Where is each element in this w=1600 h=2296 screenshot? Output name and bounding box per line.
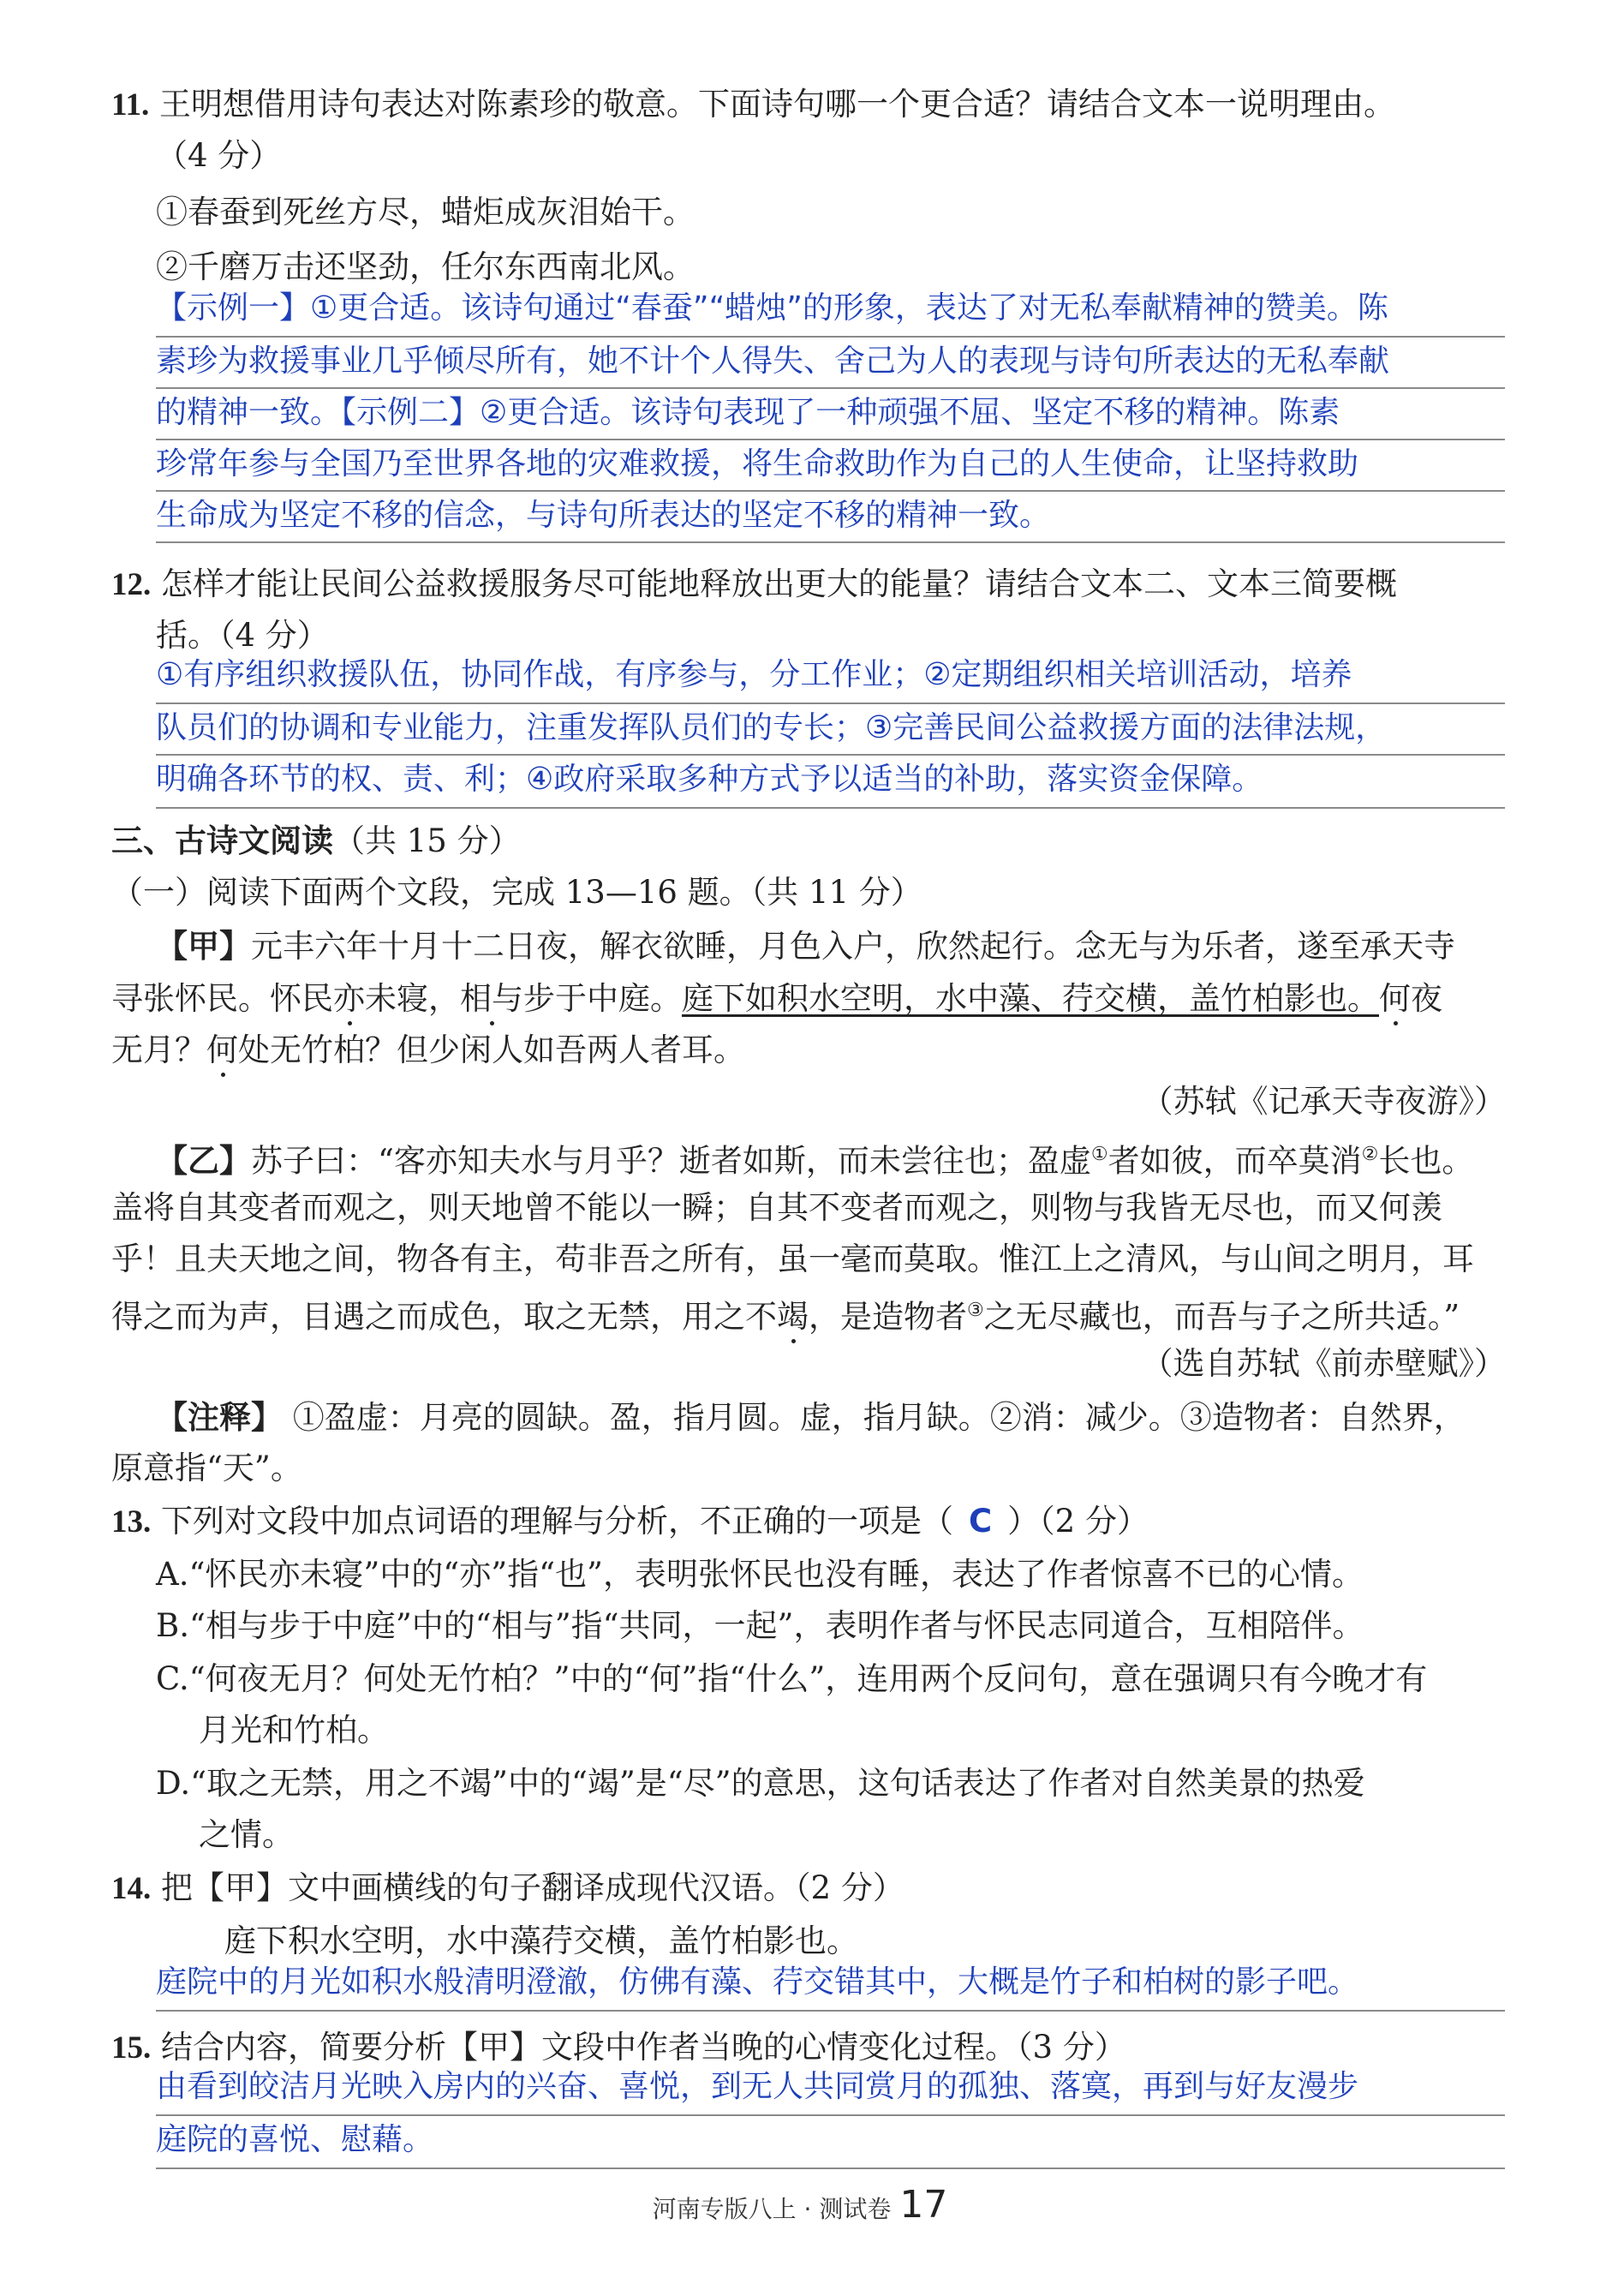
q12-number: 12. (111, 567, 152, 602)
notes-label: 【注释】 (156, 1398, 283, 1436)
page-number: 17 (899, 2183, 948, 2227)
jia-text: 夜 (1411, 980, 1442, 1017)
yi-line-4 (111, 1292, 1460, 1336)
answer-rule (156, 2010, 1505, 2012)
q13-number: 13. (111, 1504, 152, 1540)
q14-stem (111, 1869, 904, 1908)
answer-rule (156, 807, 1505, 809)
q11-answer-line: 素珍为救援事业几乎倾尽所有，她不计个人得失、舍己为人的表现与诗句所表达的无私奉献 (156, 344, 1390, 379)
section-3-heading (111, 822, 521, 860)
yi-line-1 (156, 1136, 1473, 1180)
footnote-marker: ① (1090, 1144, 1108, 1165)
answer-rule (156, 490, 1505, 492)
q12-stem (111, 565, 1397, 604)
footnote-marker: ② (1361, 1144, 1379, 1165)
q13-stem (111, 1503, 1149, 1541)
jia-text: 寻张怀民。怀民 (111, 980, 333, 1017)
yi-text: 苏子曰：“客亦知夫水与月乎？逝者如斯，而未尝往也；盈虚 (251, 1142, 1091, 1180)
q12-answer-line: ①有序组织救援队伍，协同作战，有序参与，分工作业；②定期组织相关培训活动，培养 (156, 657, 1352, 692)
page-footer (0, 2183, 1600, 2227)
q12-answer-line: 队员们的协调和专业能力，注重发挥队员们的专长；③完善民间公益救援方面的法律法规， (156, 710, 1387, 745)
section-3-subheading: （一）阅读下面两个文段，完成 13—16 题。（共 11 分） (111, 874, 922, 911)
q15-answer-line: 由看到皎洁月光映入房内的兴奋、喜悦，到无人共同赏月的孤独、落寞，再到与好友漫步 (156, 2069, 1359, 2104)
answer-rule (156, 541, 1505, 543)
yi-text: 之无尽藏也，而吾与子之所共适。” (983, 1298, 1460, 1336)
q11-option-2: ②千磨万击还坚劲，任尔东西南北风。 (156, 248, 695, 285)
answer-rule (156, 2167, 1505, 2169)
yi-text: 者如彼，而卒莫消 (1107, 1142, 1362, 1180)
q13-stem-end: ）（2 分） (1007, 1503, 1149, 1540)
answer-rule (156, 336, 1505, 338)
q15-number: 15. (111, 2030, 152, 2066)
q11-answer-line: 珍常年参与全国乃至世界各地的灾难救援，将生命救助作为自己的人生使命，让坚持救助 (156, 446, 1359, 481)
q13-option-c: C.“何夜无月？何处无竹柏？”中的“何”指“什么”，连用两个反问句，意在强调只有今晚才有 (156, 1660, 1428, 1697)
q13-option-d: D.“取之无禁，用之不竭”中的“竭”是“尽”的意思，这句话表达了作者对自然美景的热爱 (156, 1765, 1365, 1802)
q11-answer-line: 【示例一】①更合适。该诗句通过“春蚕”“蜡烛”的形象，表达了对无私奉献精神的赞美。陈 (156, 290, 1388, 326)
answer-rule (156, 2114, 1505, 2116)
dotted-word: 何 (1379, 980, 1411, 1017)
yi-text: 长也。 (1378, 1142, 1474, 1180)
q15-answer-line: 庭院的喜悦、慰藉。 (156, 2122, 434, 2157)
answer-rule (156, 387, 1505, 389)
q13-answer: C (969, 1503, 993, 1540)
jia-text: 处无竹柏？但少闲人如吾两人者耳。 (238, 1031, 745, 1068)
q13-option-c-cont: 月光和竹柏。 (199, 1712, 389, 1749)
notes-line-2: 原意指“天”。 (111, 1450, 302, 1486)
footnote-marker: ③ (967, 1300, 984, 1321)
q14-answer: 庭院中的月光如积水般清明澄澈，仿佛有藻、荇交错其中，大概是竹子和柏树的影子吧。 (156, 1964, 1359, 2000)
q14-stem-text: 把【甲】文中画横线的句子翻译成现代汉语。（2 分） (161, 1869, 904, 1906)
q14-sentence: 庭下积水空明，水中藻荇交横，盖竹柏影也。 (224, 1922, 858, 1959)
notes-text: ①盈虚：月亮的圆缺。盈，指月圆。虚，指月缺。②消：减少。③造物者：自然界， (292, 1399, 1466, 1436)
dotted-word: 亦 (333, 980, 365, 1017)
dotted-word: 何 (206, 1031, 238, 1068)
q11-answer-line: 的精神一致。【示例二】②更合适。该诗句表现了一种顽强不屈、坚定不移的精神。陈素 (156, 395, 1340, 430)
jia-source: （苏轼《记承天寺夜游》） (1141, 1083, 1506, 1120)
dotted-word: 竭 (777, 1298, 809, 1336)
answer-rule (156, 754, 1505, 756)
yi-label: 【乙】 (156, 1141, 251, 1180)
q11-stem (111, 86, 1395, 124)
answer-rule (156, 703, 1505, 704)
q11-answer-line: 生命成为坚定不移的信念，与诗句所表达的坚定不移的精神一致。 (156, 498, 1051, 533)
yi-line-3: 乎！且夫天地之间，物各有主，苟非吾之所有，虽一毫而莫取。惟江上之清风，与山间之明月，耳 (111, 1241, 1474, 1277)
q13-option-b: B.“相与步于中庭”中的“相与”指“共同，一起”，表明作者与怀民志同道合，互相陪伴。 (156, 1607, 1364, 1644)
dotted-word: 相与 (460, 980, 523, 1017)
answer-rule (156, 439, 1505, 440)
yi-text: ，是造物者 (809, 1298, 967, 1336)
section-3-score: （共 15 分） (333, 822, 521, 859)
yi-source: （选自苏轼《前赤壁赋》） (1141, 1345, 1506, 1382)
jia-line-3 (111, 1031, 745, 1069)
yi-line-2: 盖将自其变者而观之，则天地曾不能以一瞬；自其不变者而观之，则物与我皆无尽也，而又何羡 (111, 1189, 1442, 1226)
q14-number: 14. (111, 1871, 152, 1906)
q11-option-1: ①春蚕到死丝方尽，蜡炬成灰泪始干。 (156, 194, 695, 230)
q11-stem-text: 王明想借用诗句表达对陈素珍的敬意。下面诗句哪一个更合适？请结合文本一说明理由。 (158, 86, 1395, 123)
jia-line-2 (111, 980, 1442, 1018)
q15-stem-text: 结合内容，简要分析【甲】文段中作者当晚的心情变化过程。（3 分） (161, 2029, 1126, 2066)
footer-label: 河南专版八上 · 测试卷 (652, 2195, 892, 2223)
q12-answer-line: 明确各环节的权、责、利；④政府采取多种方式予以适当的补助，落实资金保障。 (156, 762, 1263, 797)
jia-text: 元丰六年十月十二日夜，解衣欲睡，月色入户，欣然起行。念无与为乐者，遂至承天寺 (251, 928, 1455, 965)
notes-line-1 (156, 1398, 1466, 1437)
section-3-title: 三、古诗文阅读 (111, 822, 333, 859)
q13-option-d-cont: 之情。 (199, 1816, 294, 1853)
q11-number: 11. (111, 87, 150, 123)
q13-stem-text: 下列对文段中加点词语的理解与分析，不正确的一项是（ (161, 1503, 954, 1540)
yi-text: 得之而为声，目遇之而成色，取之无禁，用之不 (111, 1298, 777, 1336)
q13-option-a: A.“怀民亦未寝”中的“亦”指“也”，表明张怀民也没有睡，表达了作者惊喜不已的心情。 (156, 1556, 1364, 1593)
jia-text: 未寝， (365, 980, 460, 1017)
jia-line-1 (156, 927, 1455, 966)
q12-stem-cont: 括。（4 分） (156, 617, 329, 654)
jia-text: 步于中庭。 (523, 980, 682, 1017)
jia-text: 无月？ (111, 1031, 206, 1068)
q11-score: （4 分） (156, 137, 282, 174)
q15-stem (111, 2029, 1126, 2067)
jia-label: 【甲】 (156, 927, 251, 965)
underlined-sentence: 庭下如积水空明，水中藻、荇交横，盖竹柏影也。 (682, 980, 1379, 1017)
q12-stem-text: 怎样才能让民间公益救援服务尽可能地释放出更大的能量？请结合文本二、文本三简要概 (161, 565, 1398, 602)
